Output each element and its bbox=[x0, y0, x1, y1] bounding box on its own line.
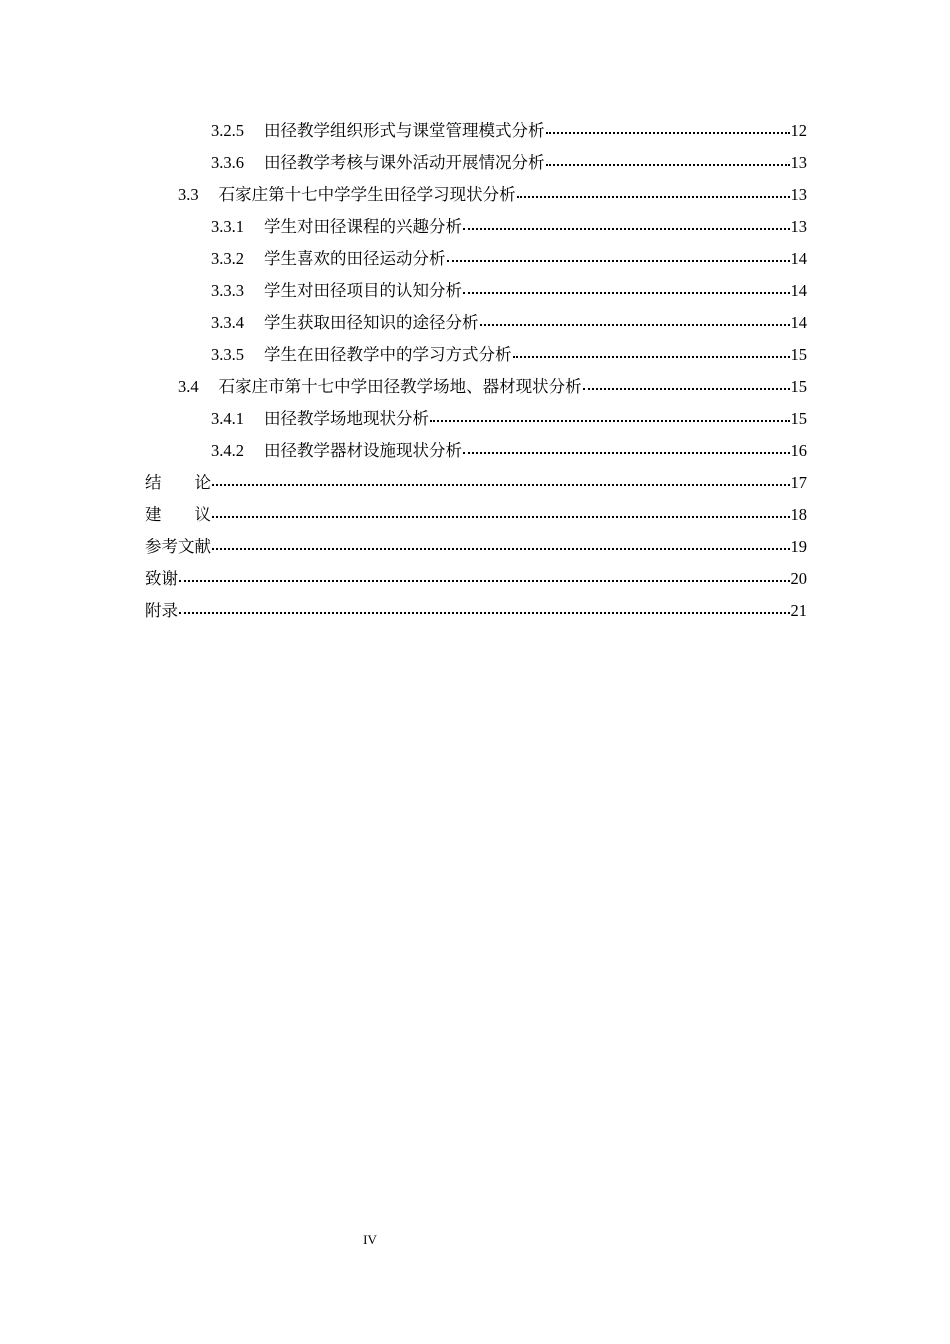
toc-entry[interactable] bbox=[145, 147, 807, 179]
dot-leader bbox=[517, 195, 790, 198]
toc-entry-page: 20 bbox=[790, 569, 807, 588]
toc-entry-page: 13 bbox=[790, 153, 807, 172]
toc-entry-title: 学生对田径课程的兴趣分析 bbox=[264, 217, 462, 236]
toc-entry-title: 结 论 bbox=[145, 473, 211, 492]
toc-entry-suggestions[interactable] bbox=[145, 499, 807, 531]
toc-entry-number: 3.2.5 bbox=[211, 121, 244, 140]
toc-entry-page: 15 bbox=[790, 409, 807, 428]
toc-entry-number: 3.3.5 bbox=[211, 345, 244, 364]
toc-entry-number: 3.4.2 bbox=[211, 441, 244, 460]
toc-entry-page: 21 bbox=[790, 601, 807, 620]
dot-leader bbox=[179, 579, 790, 582]
toc-entry[interactable] bbox=[145, 275, 807, 307]
dot-leader bbox=[546, 131, 790, 134]
toc-entry-page: 13 bbox=[790, 217, 807, 236]
dot-leader bbox=[430, 419, 790, 422]
toc-entry-number: 3.3.6 bbox=[211, 153, 244, 172]
toc-entry[interactable] bbox=[145, 403, 807, 435]
dot-leader bbox=[583, 387, 790, 390]
toc-entry-title: 学生在田径教学中的学习方式分析 bbox=[264, 345, 512, 364]
table-of-contents bbox=[145, 115, 807, 627]
toc-entry-number: 3.3.3 bbox=[211, 281, 244, 300]
toc-entry-title: 建 议 bbox=[145, 505, 211, 524]
toc-entry-number: 3.3.1 bbox=[211, 217, 244, 236]
toc-entry-page: 15 bbox=[790, 377, 807, 396]
toc-entry-title: 田径教学场地现状分析 bbox=[264, 409, 429, 428]
toc-entry-page: 17 bbox=[790, 473, 807, 492]
toc-entry[interactable] bbox=[145, 179, 807, 211]
dot-leader bbox=[463, 227, 790, 230]
toc-entry-number: 3.4.1 bbox=[211, 409, 244, 428]
dot-leader bbox=[179, 611, 790, 614]
toc-entry-number: 3.3 bbox=[178, 185, 199, 204]
toc-entry-number: 3.3.2 bbox=[211, 249, 244, 268]
toc-entry-number: 3.3.4 bbox=[211, 313, 244, 332]
toc-entry-page: 15 bbox=[790, 345, 807, 364]
toc-entry[interactable] bbox=[145, 243, 807, 275]
dot-leader bbox=[463, 291, 790, 294]
toc-entry-title: 学生获取田径知识的途径分析 bbox=[264, 313, 479, 332]
dot-leader bbox=[212, 547, 790, 550]
toc-entry-page: 19 bbox=[790, 537, 807, 556]
toc-entry-title: 石家庄第十七中学学生田径学习现状分析 bbox=[218, 185, 516, 204]
toc-entry-title: 学生对田径项目的认知分析 bbox=[264, 281, 462, 300]
toc-entry-page: 14 bbox=[790, 313, 807, 332]
toc-entry[interactable] bbox=[145, 435, 807, 467]
toc-entry-appendix[interactable] bbox=[145, 595, 807, 627]
toc-entry-page: 16 bbox=[790, 441, 807, 460]
dot-leader bbox=[463, 451, 790, 454]
toc-entry-title: 学生喜欢的田径运动分析 bbox=[264, 249, 446, 268]
page-number: IV bbox=[363, 1232, 377, 1247]
dot-leader bbox=[447, 259, 790, 262]
toc-entry-references[interactable] bbox=[145, 531, 807, 563]
toc-entry-page: 13 bbox=[790, 185, 807, 204]
toc-entry-page: 14 bbox=[790, 249, 807, 268]
toc-entry-title: 石家庄市第十七中学田径教学场地、器材现状分析 bbox=[218, 377, 582, 396]
toc-entry[interactable] bbox=[145, 339, 807, 371]
toc-entry-title: 田径教学组织形式与课堂管理模式分析 bbox=[264, 121, 545, 140]
dot-leader bbox=[546, 163, 790, 166]
toc-entry-title: 参考文献 bbox=[145, 537, 211, 556]
toc-entry-page: 14 bbox=[790, 281, 807, 300]
toc-entry-page: 12 bbox=[790, 121, 807, 140]
toc-entry-title: 田径教学器材设施现状分析 bbox=[264, 441, 462, 460]
toc-entry-conclusion[interactable] bbox=[145, 467, 807, 499]
toc-entry-title: 附录 bbox=[145, 601, 178, 620]
toc-entry-title: 田径教学考核与课外活动开展情况分析 bbox=[264, 153, 545, 172]
dot-leader bbox=[513, 355, 790, 358]
toc-entry-number: 3.4 bbox=[178, 377, 199, 396]
toc-entry-title: 致谢 bbox=[145, 569, 178, 588]
toc-entry-page: 18 bbox=[790, 505, 807, 524]
toc-entry[interactable] bbox=[145, 115, 807, 147]
toc-entry[interactable] bbox=[145, 211, 807, 243]
dot-leader bbox=[212, 483, 790, 486]
dot-leader bbox=[480, 323, 790, 326]
toc-entry[interactable] bbox=[145, 371, 807, 403]
dot-leader bbox=[212, 515, 790, 518]
toc-entry[interactable] bbox=[145, 307, 807, 339]
toc-entry-acknowledgements[interactable] bbox=[145, 563, 807, 595]
